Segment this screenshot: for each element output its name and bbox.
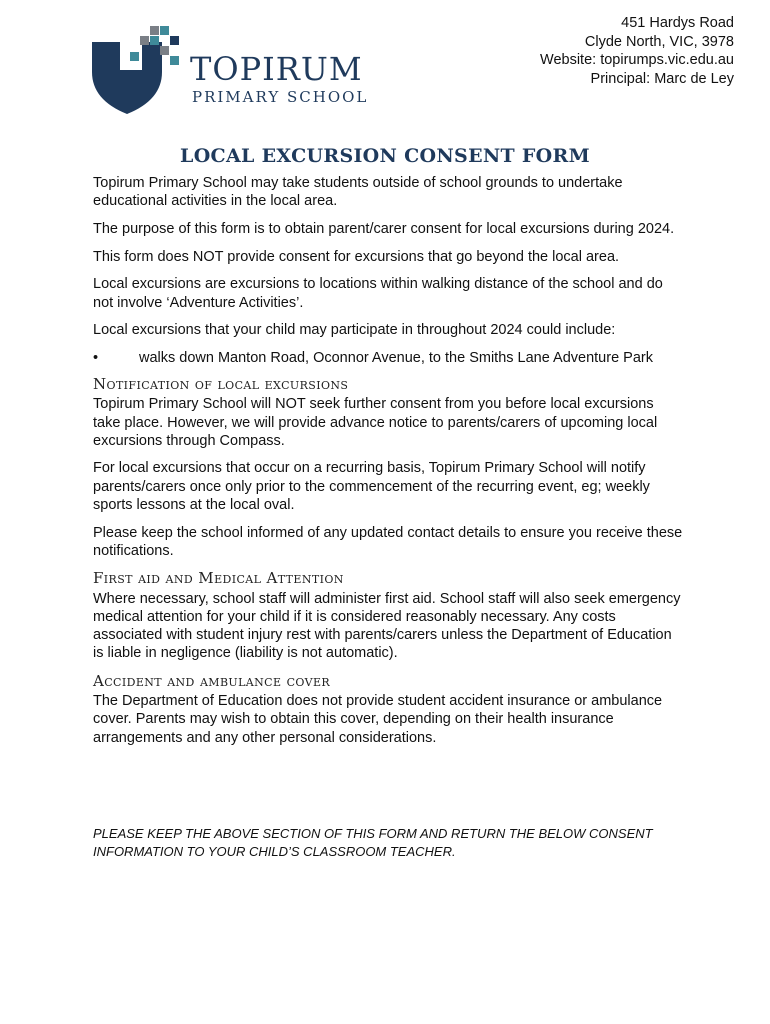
section-heading-first-aid: First aid and Medical Attention	[93, 569, 344, 588]
intro-paragraph: This form does NOT provide consent for excursions that go beyond the local area.	[93, 248, 620, 265]
principal-line: Principal: Marc de Ley	[590, 70, 734, 87]
accident-paragraph: The Department of Education does not provide student accident insurance or ambulance cover. Parents may wish to obtain this cover, depending on their health insurance arrangements and any other personal considerations.	[93, 693, 663, 746]
intro-paragraph: Topirum Primary School may take students outside of school grounds to undertake educational activities in the local area.	[93, 175, 623, 210]
logo-subtitle: PRIMARY SCHOOL	[192, 88, 369, 106]
bullet-text: walks down Manton Road, Oconnor Avenue, to the Smiths Lane Adventure Park	[139, 349, 653, 366]
notification-paragraph: For local excursions that occur on a recurring basis, Topirum Primary School will notify parents/carers once only prior to the commencement of the recurring event, eg; weekly sports lessons at the local oval.	[93, 460, 650, 513]
website-line: Website: topirumps.vic.edu.au	[540, 52, 734, 68]
list-item	[93, 349, 683, 367]
logo-wordmark: TOPIRUM	[190, 50, 363, 88]
form-body	[93, 174, 683, 756]
notification-paragraph: Topirum Primary School will NOT seek further consent from you before local excursions take place. However, we will provide advance notice to parents/carers of upcoming local excursions through Compass.	[93, 396, 658, 449]
address-line: 451 Hardys Road	[621, 15, 734, 31]
page-title: LOCAL EXCURSION CONSENT FORM	[180, 145, 590, 167]
return-instruction: PLEASE KEEP THE ABOVE SECTION OF THIS FORM AND RETURN THE BELOW CONSENT INFORMATION TO YOUR CHILD’S CLASSROOM TEACHER.	[93, 826, 653, 859]
shield-icon	[90, 22, 190, 114]
suburb-line: Clyde North, VIC, 3978	[584, 33, 734, 50]
intro-paragraph: Local excursions are excursions to locations within walking distance of the school and do not involve ‘Adventure Activities’.	[93, 276, 663, 311]
notification-paragraph: Please keep the school informed of any updated contact details to ensure you receive these notifications.	[93, 524, 683, 559]
intro-paragraph: The purpose of this form is to obtain parent/carer consent for local excursions during 2024.	[93, 220, 675, 237]
first-aid-paragraph: Where necessary, school staff will administer first aid. School staff will also seek emergency medical attention for your child if it is considered reasonably necessary. Any costs associated with student injury rest with parents/carers unless the Department of Education is liable in negligence (liability is not automatic).	[93, 590, 681, 662]
school-logo	[90, 22, 380, 114]
section-heading-accident: Accident and ambulance cover	[93, 671, 331, 690]
bullet-marker: •	[93, 349, 99, 366]
intro-paragraph: Local excursions that your child may participate in throughout 2024 could include:	[93, 322, 616, 339]
school-address	[540, 14, 734, 88]
section-heading-notification: Notification of local excursions	[93, 375, 349, 394]
